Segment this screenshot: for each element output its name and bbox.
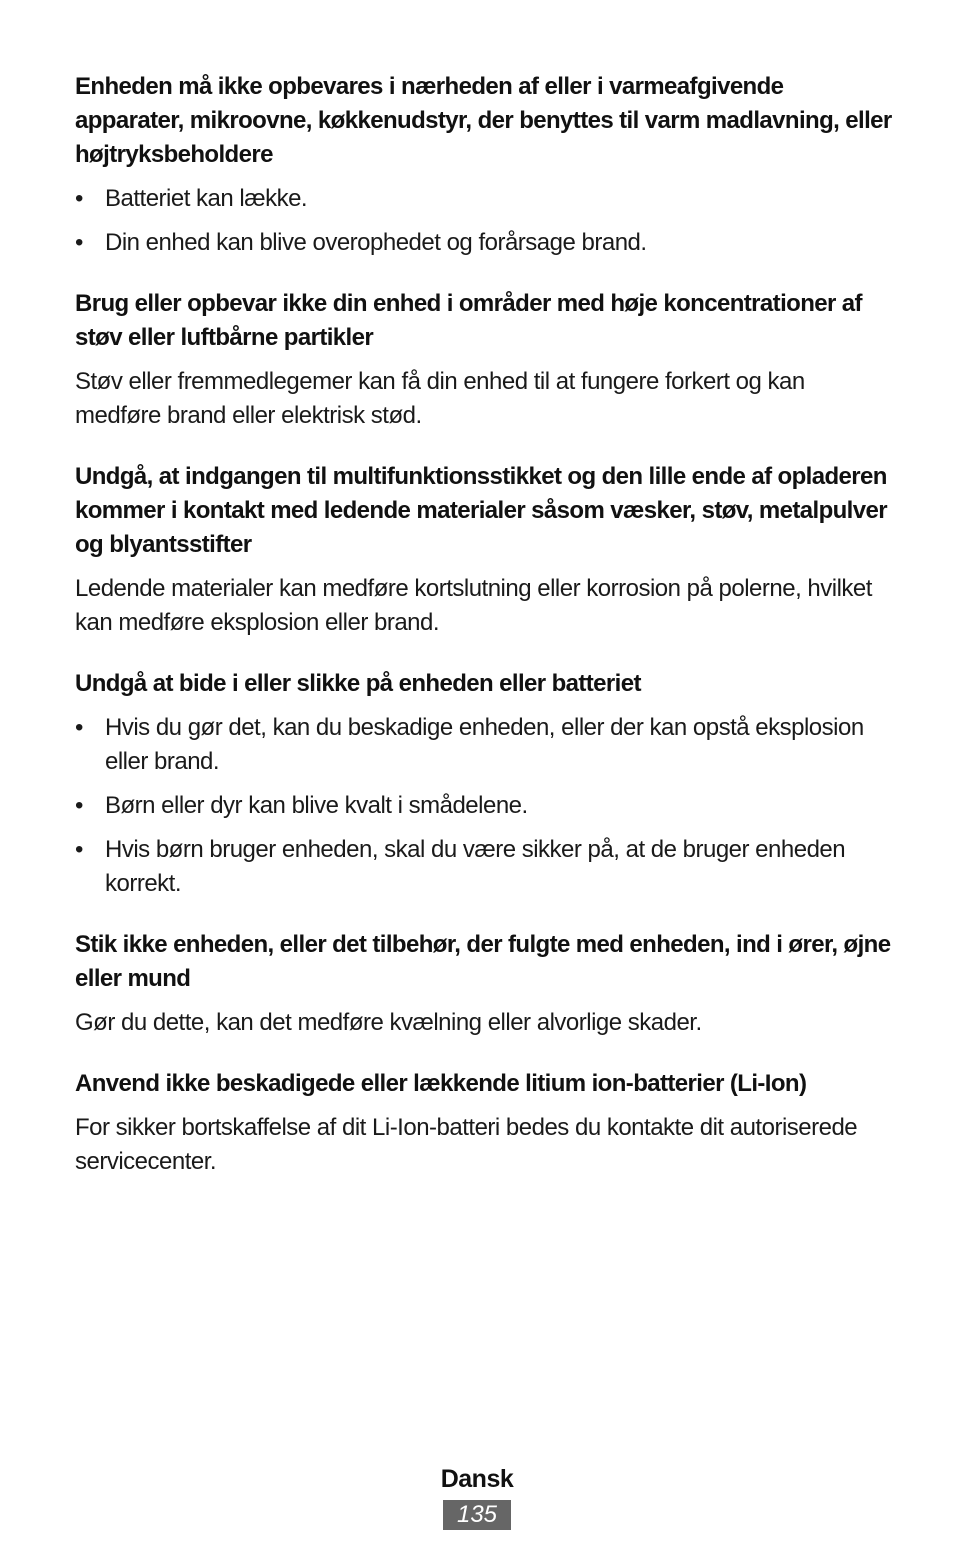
- section-biting: [75, 667, 895, 901]
- section-text: Gør du dette, kan det medføre kvælning eller alvorlige skader.: [75, 1009, 702, 1036]
- section-text: Ledende materialer kan medføre kortslutning eller korrosion på polerne, hvilket kan medføre eksplosion eller brand.: [75, 575, 872, 636]
- section-heading: Undgå, at indgangen til multifunktionsstikket og den lille ende af opladeren kommer i kontakt med ledende materialer såsom væsker, støv, metalpulver og blyantsstifter: [75, 463, 887, 558]
- list-item-text: Hvis du gør det, kan du beskadige enheden, eller der kan opstå eksplosion eller brand.: [105, 714, 864, 775]
- section-heading: Stik ikke enheden, eller det tilbehør, der fulgte med enheden, ind i ører, øjne eller mund: [75, 931, 891, 992]
- section-conductive-materials: [75, 460, 895, 640]
- list-item: [75, 182, 895, 216]
- bullet-list: [75, 711, 895, 901]
- section-ears-eyes-mouth: [75, 928, 895, 1040]
- page-number-badge: 135: [443, 1500, 511, 1530]
- bullet-icon: •: [75, 714, 83, 741]
- bullet-icon: •: [75, 836, 83, 863]
- page-footer: [0, 1462, 954, 1530]
- document-body: [75, 70, 895, 1206]
- list-item: [75, 226, 895, 260]
- section-dust: [75, 287, 895, 433]
- list-item-text: Din enhed kan blive overophedet og forårsage brand.: [105, 229, 647, 256]
- bullet-icon: •: [75, 792, 83, 819]
- bullet-icon: •: [75, 185, 83, 212]
- list-item-text: Batteriet kan lække.: [105, 185, 308, 212]
- section-heading: Enheden må ikke opbevares i nærheden af eller i varmeafgivende apparater, mikroovne, køkkenudstyr, der benyttes til varm madlavning, eller højtryksbeholdere: [75, 73, 892, 168]
- bullet-icon: •: [75, 229, 83, 256]
- section-text: For sikker bortskaffelse af dit Li-Ion-batteri bedes du kontakte dit autoriserede servicecenter.: [75, 1114, 858, 1175]
- section-heading: Brug eller opbevar ikke din enhed i områder med høje koncentrationer af støv eller luftbårne partikler: [75, 290, 862, 351]
- list-item: [75, 711, 895, 779]
- footer-language: Dansk: [440, 1465, 514, 1493]
- section-heading: Undgå at bide i eller slikke på enheden eller batteriet: [75, 670, 641, 697]
- section-damaged-batteries: [75, 1067, 895, 1179]
- list-item-text: Hvis børn bruger enheden, skal du være sikker på, at de bruger enheden korrekt.: [105, 836, 846, 897]
- section-heat-sources: [75, 70, 895, 260]
- section-text: Støv eller fremmedlegemer kan få din enhed til at fungere forkert og kan medføre brand eller elektrisk stød.: [75, 368, 805, 429]
- section-heading: Anvend ikke beskadigede eller lækkende litium ion-batterier (Li-Ion): [75, 1070, 807, 1097]
- list-item: [75, 789, 895, 823]
- bullet-list: [75, 182, 895, 260]
- list-item: [75, 833, 895, 901]
- list-item-text: Børn eller dyr kan blive kvalt i smådelene.: [105, 792, 528, 819]
